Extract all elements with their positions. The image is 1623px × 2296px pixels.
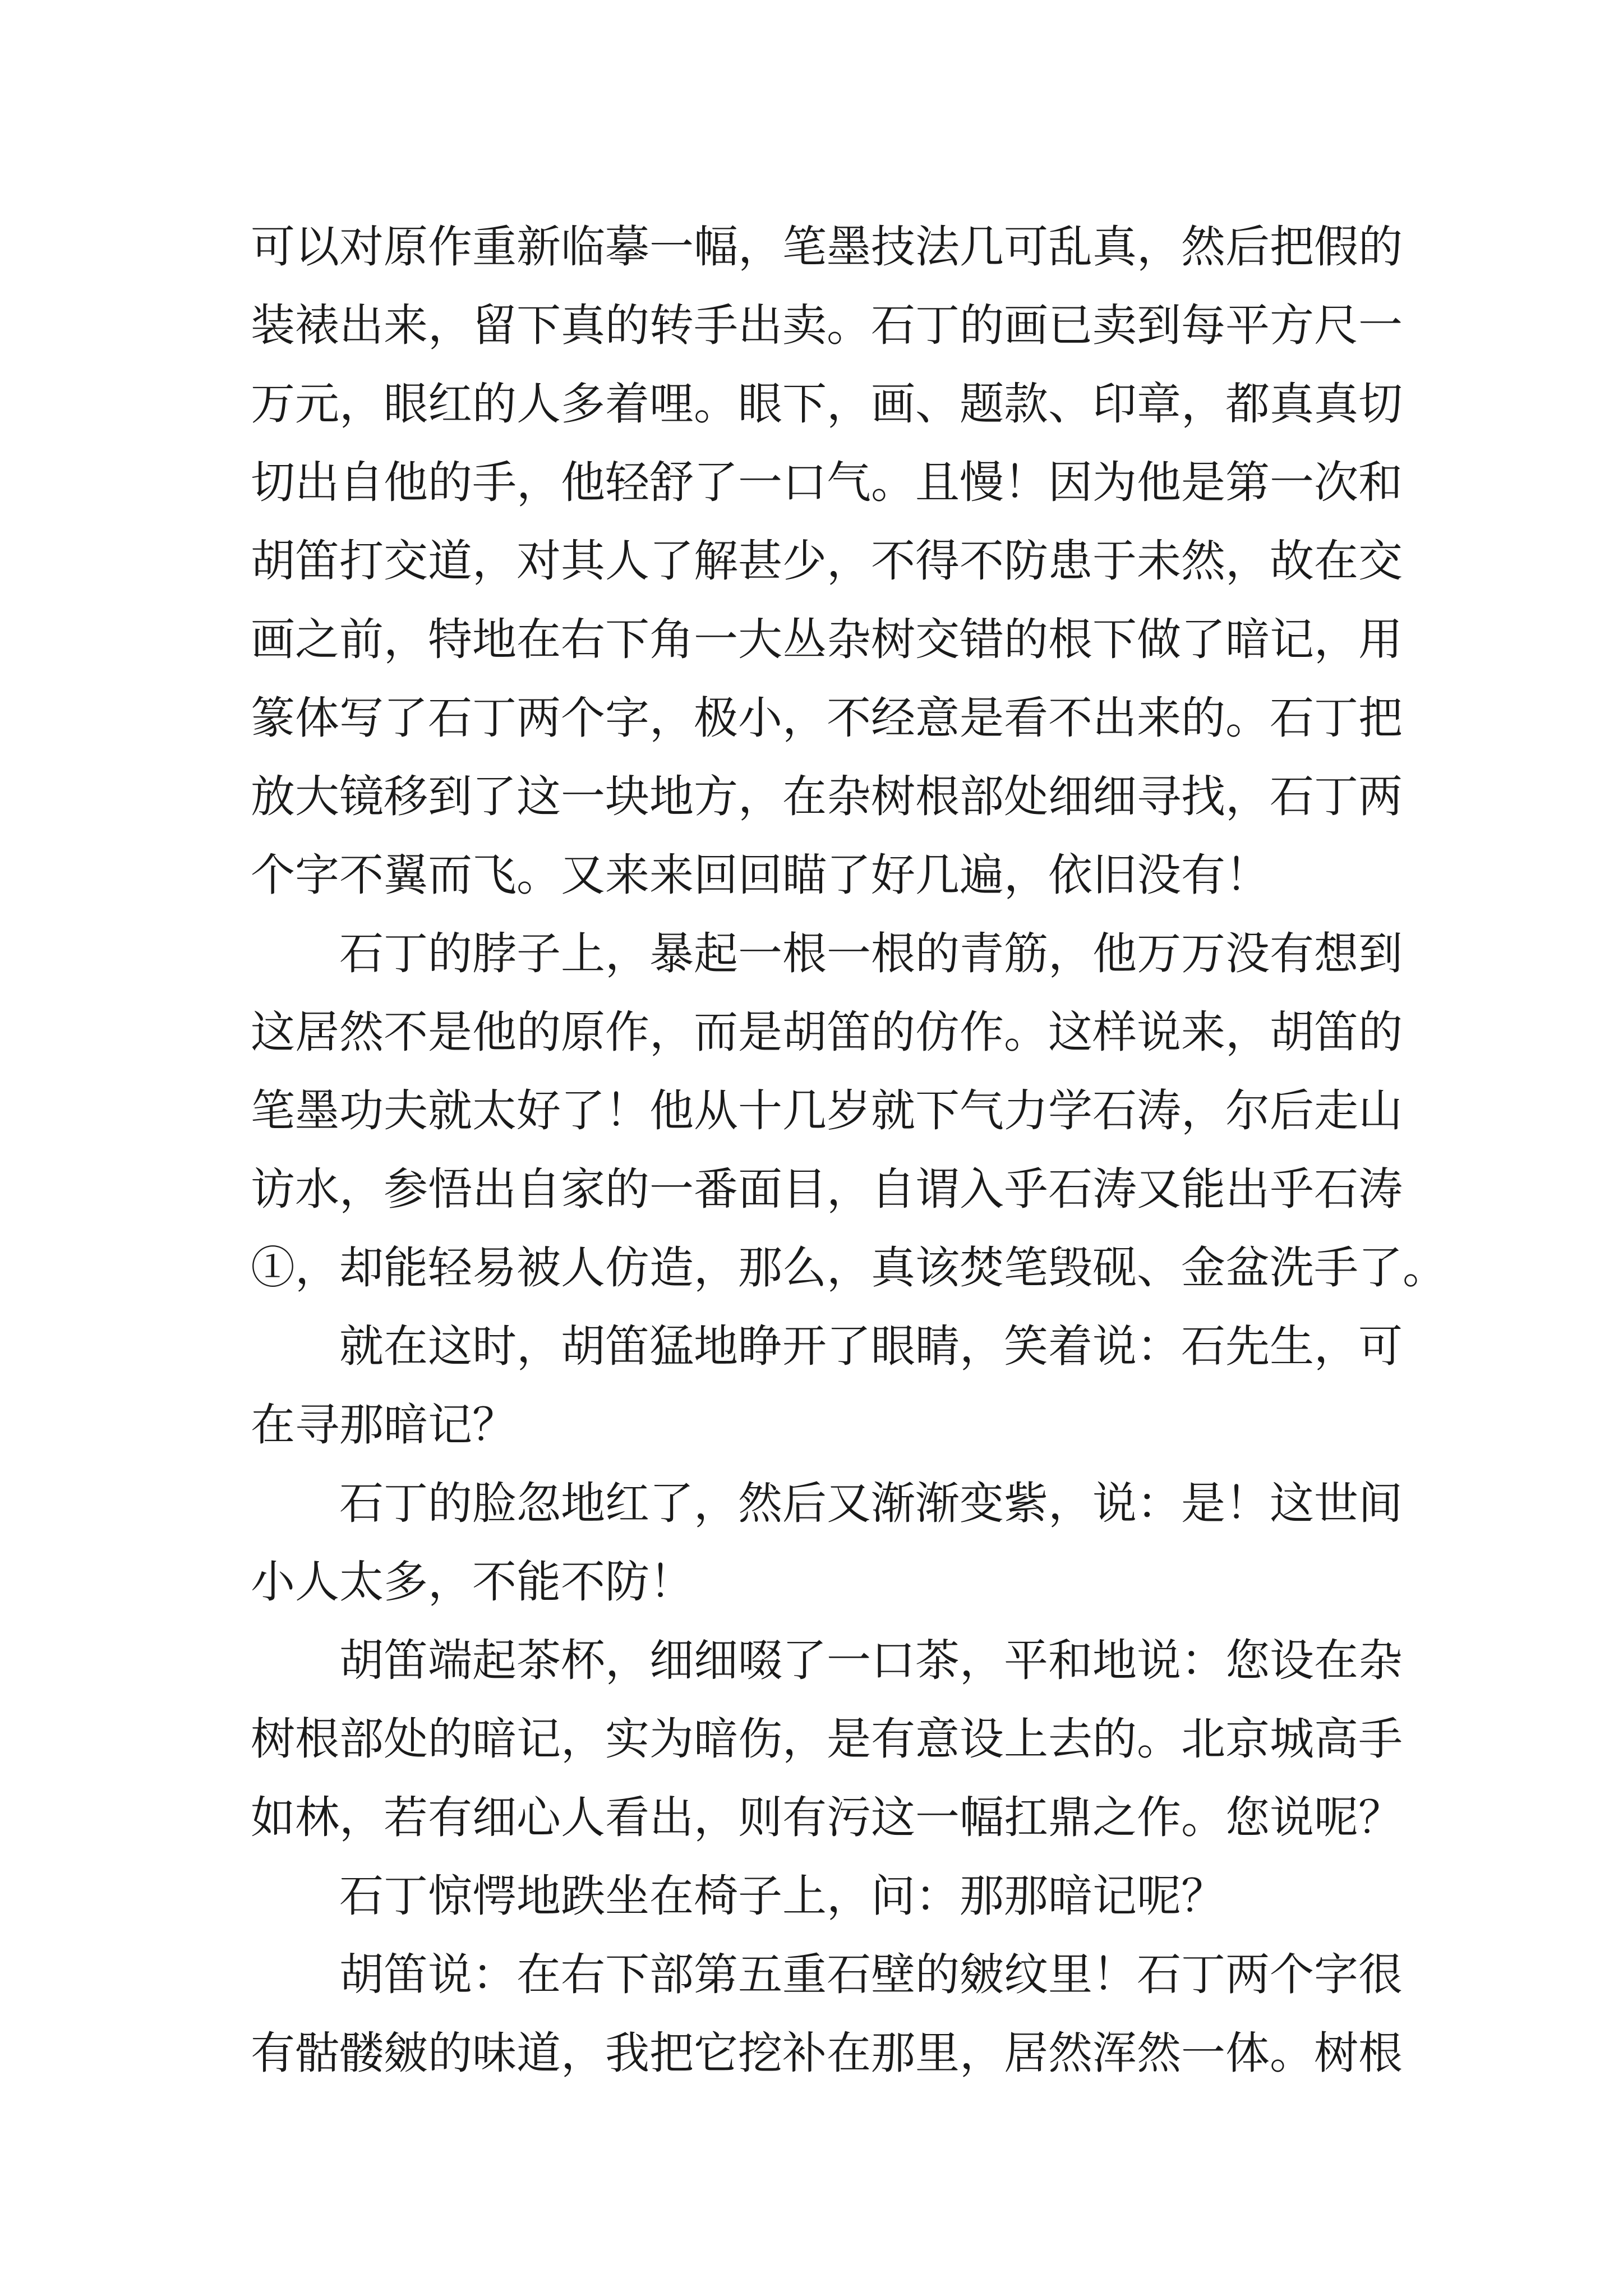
text-line: 树根部处的暗记，实为暗伤，是有意设上去的。北京城高手	[251, 1713, 1403, 1765]
text-line: 篆体写了石丁两个字，极小，不经意是看不出来的。石丁把	[251, 692, 1403, 744]
text-line: 有骷髅皴的味道，我把它挖补在那里，居然浑然一体。树根	[251, 2027, 1403, 2079]
text-line: 切出自他的手，他轻舒了一口气。且慢！因为他是第一次和	[251, 457, 1403, 508]
text-line: 装裱出来，留下真的转手出卖。石丁的画已卖到每平方尺一	[251, 300, 1403, 351]
text-line: 小人太多，不能不防！	[251, 1556, 694, 1608]
paragraph-start-line: 胡笛端起茶杯，细细啜了一口茶，平和地说：您设在杂	[339, 1635, 1403, 1686]
text-line: 笔墨功夫就太好了！他从十几岁就下气力学石涛，尔后走山	[251, 1085, 1403, 1137]
text-line: 如林，若有细心人看出，则有污这一幅扛鼎之作。您说呢？	[251, 1792, 1403, 1843]
text-line: 可以对原作重新临摹一幅，笔墨技法几可乱真，然后把假的	[251, 221, 1403, 273]
text-line: 胡笛打交道，对其人了解甚少，不得不防患于未然，故在交	[251, 535, 1403, 587]
paragraph-start-line: 石丁的脖子上，暴起一根一根的青筋，他万万没有想到	[339, 928, 1403, 979]
paragraph-start-line: 就在这时，胡笛猛地睁开了眼睛，笑着说：石先生，可	[339, 1320, 1403, 1372]
text-line: 万元，眼红的人多着哩。眼下，画、题款、印章，都真真切	[251, 378, 1403, 430]
paragraph-start-line: 胡笛说：在右下部第五重石壁的皴纹里！石丁两个字很	[339, 1949, 1403, 2000]
paragraph-start-line: 石丁惊愕地跌坐在椅子上，问：那那暗记呢？	[339, 1870, 1225, 1922]
text-line: 访水，参悟出自家的一番面目，自谓入乎石涛又能出乎石涛	[251, 1163, 1403, 1215]
body-text	[251, 208, 1447, 2092]
text-line: 在寻那暗记？	[251, 1399, 517, 1451]
text-line: ①，却能轻易被人仿造，那么，真该焚笔毁砚、金盆洗手了。	[251, 1242, 1447, 1294]
text-line: 画之前，特地在右下角一大丛杂树交错的根下做了暗记，用	[251, 614, 1403, 665]
text-line: 放大镜移到了这一块地方，在杂树根部处细细寻找，石丁两	[251, 771, 1403, 822]
text-line: 这居然不是他的原作，而是胡笛的仿作。这样说来，胡笛的	[251, 1006, 1403, 1058]
text-line: 个字不翼而飞。又来来回回瞄了好几遍，依旧没有！	[251, 849, 1270, 901]
paragraph-start-line: 石丁的脸忽地红了，然后又渐渐变紫，说：是！这世间	[339, 1478, 1403, 1529]
